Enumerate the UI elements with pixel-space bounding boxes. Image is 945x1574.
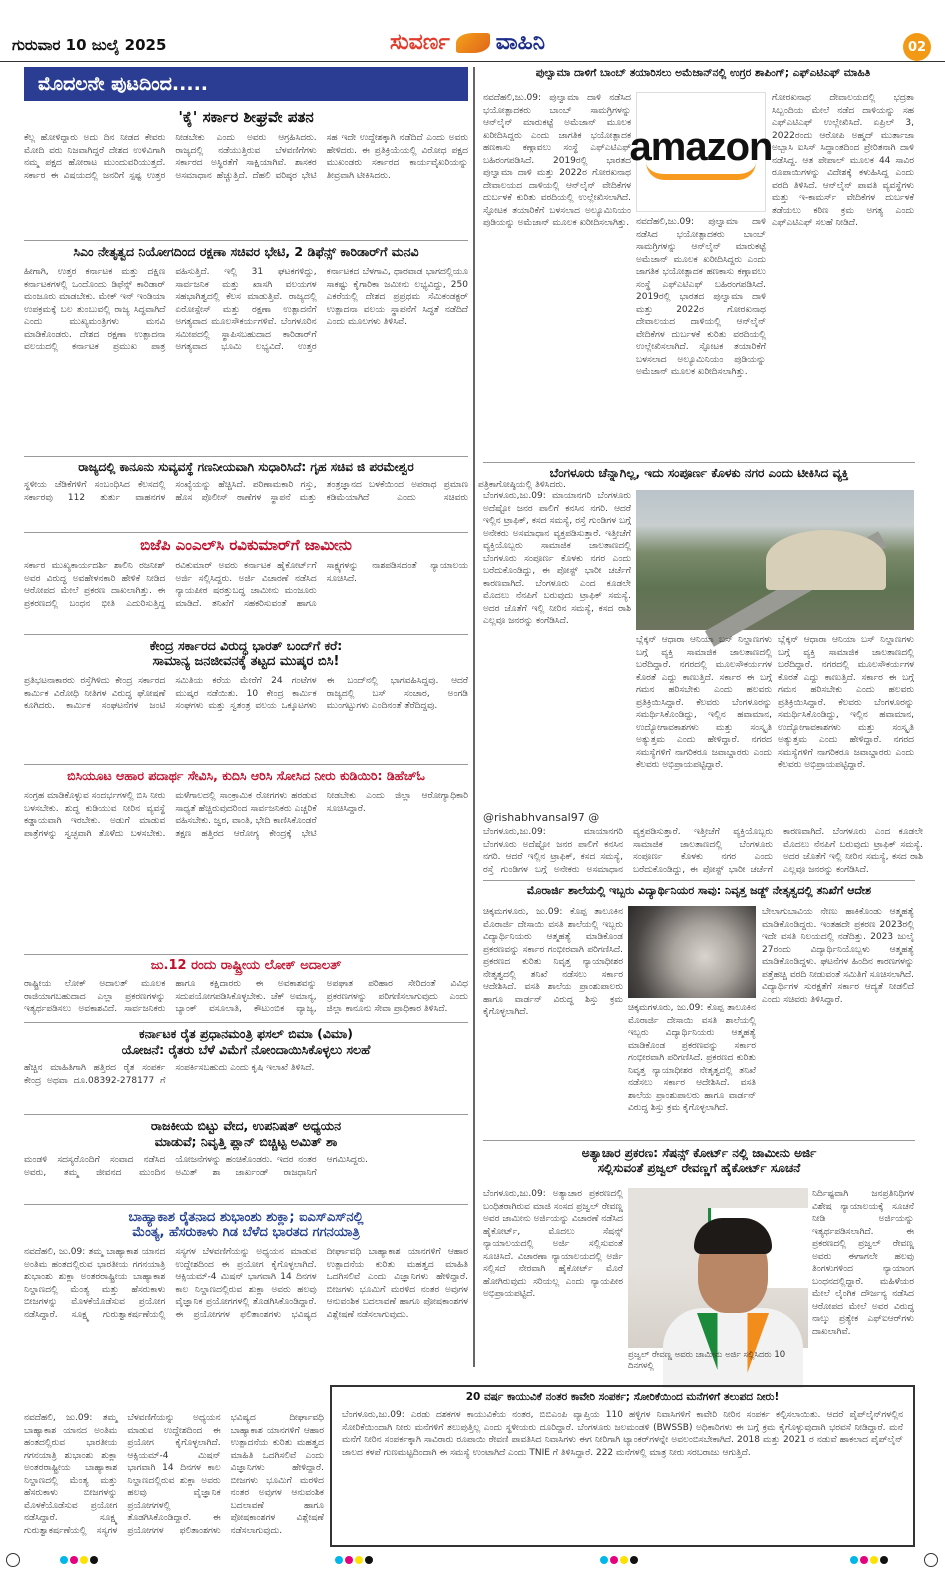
prajwal-body-left: ಬೆಂಗಳೂರು,ಜು.09: ಅತ್ಯಾಚಾರ ಪ್ರಕರಣದಲ್ಲಿ ಬಂಧಿತರಾಗಿರುವ ಮಾಜಿ ಸಂಸದ ಪ್ರಜ್ವಲ್ ರೇವಣ್ಣ ಅವರ ಜಾಮೀನು ಅರ್ಜಿಯನ್ನು ವಿಚಾರಣೆ ನಡೆಸಿದ ಹೈಕೋರ್ಟ್, ಮೊದಲು ಸೆಷನ್ಸ್ ನ್ಯಾಯಾಲಯದಲ್ಲಿ ಅರ್ಜಿ ಸಲ್ಲಿಸುವಂತೆ ಸೂಚಿಸಿದೆ. ವಿಚಾರಣಾ ನ್ಯಾಯಾಲಯದಲ್ಲಿ ಅರ್ಜಿ ಸಲ್ಲಿಸದೆ ನೇರವಾಗಿ ಹೈಕೋರ್ಟ್ ಮೊರೆ ಹೋಗಿರುವುದು ಸರಿಯಲ್ಲ ಎಂದು ನ್ಯಾಯಪೀಠ ಅಭಿಪ್ರಾಯಪಟ್ಟಿದೆ. (483, 1189, 623, 1299)
morarji-body-middle: ಚಿಕ್ಕಮಗಳೂರು, ಜು.09: ಕೊಪ್ಪ ತಾಲೂಕಿನ ಮೊರಾರ್ಜಿ ದೇಸಾಯಿ ವಸತಿ ಶಾಲೆಯಲ್ಲಿ ಇಬ್ಬರು ವಿದ್ಯಾರ್ಥಿನಿಯರು ಆತ್ಮಹತ್ಯೆ ಮಾಡಿಕೊಂಡ ಪ್ರಕರಣವನ್ನು ಸರ್ಕಾರ ಗಂಭೀರವಾಗಿ ಪರಿಗಣಿಸಿದೆ. ಪ್ರಕರಣದ ಕುರಿತು ನಿವೃತ್ತ ನ್ಯಾಯಾಧೀಶರ ನೇತೃತ್ವದಲ್ಲಿ ತನಿಖೆ ನಡೆಸಲು ಸರ್ಕಾರ ಆದೇಶಿಸಿದೆ. ವಸತಿ ಶಾಲೆಯ ಪ್ರಾಂಶುಪಾಲರು ಹಾಗೂ ವಾರ್ಡನ್ ವಿರುದ್ಧ ಶಿಸ್ತು ಕ್ರಮ ಕೈಗೊಳ್ಳಲಾಗಿದೆ. (628, 1003, 756, 1113)
article-headline-line2: ಸಾಮಾನ್ಯ ಜನಜೀವನಕ್ಕೆ ತಟ್ಟದ ಮುಷ್ಕರ ಬಿಸಿ! (152, 654, 340, 669)
article-divider (24, 1022, 468, 1023)
article-amit-shah (24, 1118, 468, 1202)
prajwal-photo (628, 1188, 808, 1348)
article-law-order (24, 460, 566, 530)
article-divider (24, 456, 468, 457)
registration-crosshair-icon (924, 1553, 938, 1567)
color-registration-bar (60, 1556, 98, 1566)
issue-date: ಗುರುವಾರ 10 ಜುಲೈ 2025 (12, 36, 167, 54)
article-cauvery-box (330, 1385, 915, 1547)
logo-part1: ಸುವರ್ಣ (390, 30, 450, 55)
article-headline-line1: ಬಾಹ್ಯಾಕಾಶ ರೈತನಾದ ಶುಭಾಂಶು ಶುಕ್ಲಾ; ಐಎಸ್‌ಎಸ್‌ನಲ್ಲಿ (128, 1210, 364, 1225)
bengaluru-city-photo (636, 490, 914, 630)
bird-logo-icon (456, 33, 490, 53)
color-swatch-icon (80, 1556, 88, 1564)
article-body-continued: ನವದೆಹಲಿ, ಜು.09: ತಮ್ಮ ಬಾಹ್ಯಾಕಾಶ ಯಾನದ ಅಂತಿಮ ಹಂತದಲ್ಲಿರುವ ಭಾರತೀಯ ಗಗನಯಾತ್ರಿ ಶುಭಾಂಶು ಶುಕ್ಲಾ ಅಂತರರಾಷ್ಟ್ರೀಯ ಬಾಹ್ಯಾಕಾಶ ನಿಲ್ದಾಣದಲ್ಲಿ ಮೆಂತ್ಯ ಮತ್ತು ಹೆಸರುಕಾಳು ಬೀಜಗಳನ್ನು ಮೊಳಕೆಯೊಡೆಸುವ ಪ್ರಯೋಗ ನಡೆಸಿದ್ದಾರೆ. ಸೂಕ್ಷ್ಮ ಗುರುತ್ವಾಕರ್ಷಣೆಯಲ್ಲಿ ಸಸ್ಯಗಳ ಬೆಳವಣಿಗೆಯನ್ನು ಅಧ್ಯಯನ ಮಾಡುವ ಉದ್ದೇಶದಿಂದ ಈ ಪ್ರಯೋಗ ಕೈಗೊಳ್ಳಲಾಗಿದೆ. ಆಕ್ಸಿಯಮ್-4 ಮಿಷನ್ ಭಾಗವಾಗಿ 14 ದಿನಗಳ ಕಾಲ ನಿಲ್ದಾಣದಲ್ಲಿರುವ ಶುಕ್ಲಾ ಅವರು ಹಲವು ವೈಜ್ಞಾನಿಕ ಪ್ರಯೋಗಗಳಲ್ಲಿ ತೊಡಗಿಸಿಕೊಂಡಿದ್ದಾರೆ. ಈ ಪ್ರಯೋಗಗಳ ಫಲಿತಾಂಶಗಳು ಭವಿಷ್ಯದ ದೀರ್ಘಾವಧಿ ಬಾಹ್ಯಾಕಾಶ ಯಾನಗಳಿಗೆ ಆಹಾರ ಉತ್ಪಾದನೆಯ ಕುರಿತು ಮಹತ್ವದ ಮಾಹಿತಿ ಒದಗಿಸಲಿವೆ ಎಂದು ವಿಜ್ಞಾನಿಗಳು ಹೇಳಿದ್ದಾರೆ. ಬೀಜಗಳು ಭೂಮಿಗೆ ಮರಳಿದ ನಂತರ ಅವುಗಳ ಆನುವಂಶಿಕ ಬದಲಾವಣೆ ಹಾಗೂ ಪೋಷಕಾಂಶಗಳ ವಿಶ್ಲೇಷಣೆ ನಡೆಸಲಾಗುವುದು. (24, 1413, 324, 1536)
registration-crosshair-icon (6, 1553, 20, 1567)
article-divider (483, 462, 915, 463)
color-swatch-icon (60, 1556, 68, 1564)
amazon-smile-icon (646, 162, 756, 180)
article-body: ಕೆಲ್ಲ ಹೋಳಿದ್ದಾರು ಅದು ದಿನ ನೀಡದ ಕೇವರು ಮೋದಿ ವರು ನಿಜವಾಗಿದ್ದರೆ ದೇಶದ ಉಳಿವಿಗಾಗಿ ನಮ್ಮ ಪಕ್ಷದ ಹೋರಾಟ ಮುಂದುವರಿಯುತ್ತದೆ. ಸರ್ಕಾರ ಈ ವಿಷಯದಲ್ಲಿ ಜನರಿಗೆ ಸ್ಪಷ್ಟ ಉತ್ತರ ನೀಡಬೇಕು ಎಂದು ಅವರು ಆಗ್ರಹಿಸಿದರು. ರಾಜ್ಯದಲ್ಲಿ ನಡೆಯುತ್ತಿರುವ ಬೆಳವಣಿಗೆಗಳು ಸರ್ಕಾರದ ಅಸ್ಥಿರತೆಗೆ ಸಾಕ್ಷಿಯಾಗಿವೆ. ಶಾಸಕರ ಅಸಮಾಧಾನ ಹೆಚ್ಚುತ್ತಿದೆ. ದೆಹಲಿ ವರಿಷ್ಠರ ಭೇಟಿ ಸಹ ಇದೇ ಉದ್ದೇಶಕ್ಕಾಗಿ ನಡೆದಿದೆ ಎಂದು ಅವರು ಹೇಳಿದರು. ಈ ಪ್ರತಿಕ್ರಿಯೆಯಲ್ಲಿ ವಿರೋಧ ಪಕ್ಷದ ಮುಖಂಡರು ಸರ್ಕಾರದ ಕಾರ್ಯವೈಖರಿಯನ್ನು ತೀವ್ರವಾಗಿ ಟೀಕಿಸಿದರು. (24, 133, 468, 181)
article-headline: 'ಕೈ' ಸರ್ಕಾರ ಶೀಘ್ರವೇ ಪತನ (178, 108, 314, 126)
article-headline-line1: ಅತ್ಯಾಚಾರ ಪ್ರಕರಣ: ಸೆಷನ್ಸ್ ಕೋರ್ಟ್ ನಲ್ಲಿ ಜಾಮೀನು ಅರ್ಜಿ (581, 1146, 817, 1160)
color-swatch-icon (630, 1556, 638, 1564)
prajwal-photo-caption: ಪ್ರಜ್ವಲ್ ರೇವಣ್ಣ ಅವರು ಜಾಮೀನು ಅರ್ಜಿ ಸಲ್ಲಿಸಿದರು 10 ದಿನಗಳಲ್ಲಿ (628, 1350, 786, 1371)
article-body: ಪ್ರತಿಭಟನಾಕಾರರು ರಸ್ತೆಗಿಳಿದು ಕೇಂದ್ರ ಸರ್ಕಾರದ ಕಾರ್ಮಿಕ ವಿರೋಧಿ ನೀತಿಗಳ ವಿರುದ್ಧ ಘೋಷಣೆ ಕೂಗಿದರು. ಕಾರ್ಮಿಕ ಸಂಘಟನೆಗಳ ಜಂಟಿ ಸಮಿತಿಯ ಕರೆಯ ಮೇರೆಗೆ 24 ಗಂಟೆಗಳ ಮುಷ್ಕರ ನಡೆಯಿತು. 10 ಕೇಂದ್ರ ಕಾರ್ಮಿಕ ಸಂಘಗಳು ಮತ್ತು ಸ್ವತಂತ್ರ ವಲಯ ಒಕ್ಕೂಟಗಳು ಈ ಬಂದ್‌ನಲ್ಲಿ ಭಾಗವಹಿಸಿದ್ದವು. ಆದರೆ ರಾಜ್ಯದಲ್ಲಿ ಬಸ್ ಸಂಚಾರ, ಅಂಗಡಿ ಮುಂಗಟ್ಟುಗಳು ಎಂದಿನಂತೆ ತೆರೆದಿದ್ದವು. (24, 676, 468, 711)
article-headline: ಜು.12 ರಂದು ರಾಷ್ಟ್ರೀಯ ಲೋಕ್ ಅದಾಲತ್ (150, 958, 342, 973)
article-body: ಹೆಚ್ಚಿನ ಮಾಹಿತಿಗಾಗಿ ಹತ್ತಿರದ ರೈತ ಸಂಪರ್ಕ ಕೇಂದ್ರ ಅಥವಾ ದೂ.08392-278177 ಗೆ ಸಂಪರ್ಕಿಸಬಹುದು ಎಂದು ಕೃಷಿ ಇಲಾಖೆ ತಿಳಿಸಿದೆ. (24, 1063, 315, 1086)
amazon-body-left: ನವದೆಹಲಿ,ಜು.09: ಪುಲ್ವಾಮಾ ದಾಳಿ ನಡೆಸಿದ ಭಯೋತ್ಪಾದಕರು ಬಾಂಬ್ ಸಾಮಗ್ರಿಗಳನ್ನು ಆನ್‌ಲೈನ್ ಮಾರುಕಟ್ಟೆ ಅಮೆಜಾನ್ ಮೂಲಕ ಖರೀದಿಸಿದ್ದರು ಎಂದು ಜಾಗತಿಕ ಭಯೋತ್ಪಾದಕ ಹಣಕಾಸು ಕಣ್ಗಾವಲು ಸಂಸ್ಥೆ ಎಫ್‌ಎಟಿಎಫ್ ಬಹಿರಂಗಪಡಿಸಿದೆ. 2019ರಲ್ಲಿ ಭಾರತದ ಪುಲ್ವಾಮಾ ದಾಳಿ ಮತ್ತು 2022ರ ಗೋರಖನಾಥ ದೇವಾಲಯದ ದಾಳಿಯಲ್ಲಿ ಆನ್‌ಲೈನ್ ವೇದಿಕೆಗಳ ದುರ್ಬಳಕೆ ಕುರಿತು ವರದಿಯಲ್ಲಿ ಉಲ್ಲೇಖಿಸಲಾಗಿದೆ. ಸ್ಫೋಟಕ ತಯಾರಿಕೆಗೆ ಬಳಸಲಾದ ಅಲ್ಯೂಮಿನಿಯಂ ಪುಡಿಯನ್ನು ಅಮೆಜಾನ್ ಮೂಲಕ ಖರೀದಿಸಲಾಗಿತ್ತು. (483, 93, 631, 228)
article-headline: ಪುಲ್ವಾಮಾ ದಾಳಿಗೆ ಬಾಂಬ್ ತಯಾರಿಸಲು ಅಮೆಜಾನ್‌ನಲ್ಲಿ ಉಗ್ರರ ಶಾಪಿಂಗ್; ಎಫ್‌ಎಟಿಎಫ್ ಮಾಹಿತಿ (535, 67, 871, 79)
color-swatch-icon (70, 1556, 78, 1564)
bengaluru-body-bottom: ಬೆಂಗಳೂರು,ಜು.09: ಮಾಯಾನಗರಿ ಬೆಂಗಳೂರು ಅದೆಷ್ಟೋ ಜನರ ಪಾಲಿಗೆ ಕನಸಿನ ನಗರಿ. ಆದರೆ ಇಲ್ಲಿನ ಟ್ರಾಫಿಕ್, ಕಸದ ಸಮಸ್ಯೆ, ರಸ್ತೆ ಗುಂಡಿಗಳ ಬಗ್ಗೆ ಅನೇಕರು ಅಸಮಾಧಾನ ವ್ಯಕ್ತಪಡಿಸುತ್ತಾರೆ. ಇತ್ತೀಚೆಗೆ ವ್ಯಕ್ತಿಯೊಬ್ಬರು ಸಾಮಾಜಿಕ ಜಾಲತಾಣದಲ್ಲಿ ಬೆಂಗಳೂರು ಸಂಪೂರ್ಣ ಕೊಳಕು ನಗರ ಎಂದು ಬರೆದುಕೊಂಡಿದ್ದು, ಈ ಪೋಸ್ಟ್ ಭಾರೀ ಚರ್ಚೆಗೆ ಕಾರಣವಾಗಿದೆ. ಬೆಂಗಳೂರು ಎಂದ ಕೂಡಲೇ ಮೊದಲು ನೆನಪಿಗೆ ಬರುವುದು ಟ್ರಾಫಿಕ್ ಸಮಸ್ಯೆ. ಅದರ ಜೊತೆಗೆ ಇಲ್ಲಿ ನೀರಿನ ಸಮಸ್ಯೆ, ಕಸದ ರಾಶಿ ಎಲ್ಲವೂ ಜನರನ್ನು ಕಂಗೆಡಿಸಿದೆ. (483, 827, 923, 875)
color-swatch-icon (620, 1556, 628, 1564)
article-lok-adalat (24, 958, 468, 1020)
article-headline: ಬಿಜೆಪಿ ಎಂಎಲ್‌ಸಿ ರವಿಕುಮಾರ್‌ಗೆ ಜಾಮೀನು (140, 536, 352, 554)
article-amazon-headline-wrap (483, 67, 923, 89)
article-divider (24, 634, 468, 635)
article-crop-insurance (24, 1026, 468, 1112)
color-swatch-icon (355, 1556, 363, 1564)
color-swatch-icon (345, 1556, 353, 1564)
article-bharat-bandh (24, 638, 468, 762)
column-divider (473, 67, 475, 1367)
vidhana-soudha-shape (766, 530, 886, 590)
amazon-logo-text: amazon (629, 124, 773, 169)
article-defence-corridor (24, 244, 468, 454)
color-registration-bar (335, 1556, 373, 1566)
article-headline-line2: ಮಾಡುವೆ; ನಿವೃತ್ತಿ ಪ್ಲಾನ್ ಬಿಚ್ಚಿಟ್ಟ ಅಮಿತ್ ಶಾ (154, 1134, 338, 1149)
article-headline: 20 ವರ್ಷ ಕಾಯುವಿಕೆ ನಂತರ ಕಾವೇರಿ ಸಂಪರ್ಕ; ಸೋರಿಕೆಯಿಂದ ಮನೆಗಳಿಗೆ ತಲುಪದ ನೀರು! (465, 1391, 780, 1403)
article-cm-govt (24, 108, 468, 238)
amazon-body-right: ಗೋರಖನಾಥ ದೇವಾಲಯದಲ್ಲಿ ಭದ್ರತಾ ಸಿಬ್ಬಂದಿಯ ಮೇಲೆ ನಡೆದ ದಾಳಿಯನ್ನು ಸಹ ಎಫ್‌ಎಟಿಎಫ್ ಉಲ್ಲೇಖಿಸಿದೆ. ಏಪ್ರಿಲ್ 3, 2022ರಂದು ಆರೋಪಿ ಅಹ್ಮದ್ ಮುರ್ತಾಜಾ ಅಬ್ಬಾಸಿ ಐಸಿಸ್ ಸಿದ್ಧಾಂತದಿಂದ ಪ್ರೇರಿತನಾಗಿ ದಾಳಿ ನಡೆಸಿದ್ದ. ಆತ ಪೇಪಾಲ್ ಮೂಲಕ 44 ಸಾವಿರ ರೂಪಾಯಿಗಳನ್ನು ವಿದೇಶಕ್ಕೆ ಕಳುಹಿಸಿದ್ದ ಎಂದು ವರದಿ ತಿಳಿಸಿದೆ. ಆನ್‌ಲೈನ್ ಪಾವತಿ ವ್ಯವಸ್ಥೆಗಳು ಮತ್ತು ಇ-ಕಾಮರ್ಸ್ ವೇದಿಕೆಗಳ ದುರ್ಬಳಕೆ ತಡೆಯಲು ಕಠಿಣ ಕ್ರಮ ಅಗತ್ಯ ಎಂದು ಎಫ್‌ಎಟಿಎಫ್ ಸಲಹೆ ನೀಡಿದೆ. (772, 93, 914, 228)
morarji-body-right: ಬೇಲಾಗುಬಾವಿಯ ನೇಣು ಹಾಕಿಕೊಂಡು ಆತ್ಮಹತ್ಯೆ ಮಾಡಿಕೊಂಡಿದ್ದರು. ಇಂತಹದೇ ಪ್ರಕರಣ 2023ರಲ್ಲಿ ಇದೇ ವಸತಿ ನಿಲಯದಲ್ಲಿ ನಡೆದಿತ್ತು. 2023 ಜುಲೈ 27ರಂದು ವಿದ್ಯಾರ್ಥಿನಿಯೊಬ್ಬಳು ಆತ್ಮಹತ್ಯೆ ಮಾಡಿಕೊಂಡಿದ್ದಳು. ಘಟನೆಗಳ ಹಿಂದಿನ ಕಾರಣಗಳನ್ನು ಪತ್ತೆಹಚ್ಚಿ ವರದಿ ನೀಡುವಂತೆ ಸಮಿತಿಗೆ ಸೂಚಿಸಲಾಗಿದೆ. ವಿದ್ಯಾರ್ಥಿಗಳ ಸುರಕ್ಷತೆಗೆ ಸರ್ಕಾರ ಆದ್ಯತೆ ನೀಡಲಿದೆ ಎಂದು ಸಚಿವರು ತಿಳಿಸಿದ್ದಾರೆ. (762, 907, 914, 1005)
article-body: ಮಂಡಳಿ ಸದಸ್ಯರೊಂದಿಗೆ ಸಂವಾದ ನಡೆಸಿದ ಅವರು, ತಮ್ಮ ಜೀವನದ ಮುಂದಿನ ಯೋಜನೆಗಳನ್ನು ಹಂಚಿಕೊಂಡರು. ಇದರ ನಂತರ ಅಮಿತ್ ಶಾ ಜಾರ್ಖಂಡ್ ರಾಜಧಾನಿಗೆ ಆಗಮಿಸಿದ್ದರು. (24, 1155, 368, 1178)
article-body: ಹೀಗಾಗಿ, ಉತ್ತರ ಕರ್ನಾಟಕ ಮತ್ತು ದಕ್ಷಿಣ ಕರ್ನಾಟಕಗಳಲ್ಲಿ ಒಂದೊಂದು ಡಿಫೆನ್ಸ್ ಕಾರಿಡಾರ್ ಮಂಜೂರು ಮಾಡಬೇಕು. ಮೇಕ್ ಇನ್ ಇಂಡಿಯಾ ಉಪಕ್ರಮಕ್ಕೆ ಬಲ ತುಂಬುವಲ್ಲಿ ರಾಜ್ಯ ಸಿದ್ಧವಾಗಿದೆ ಎಂದು ಮುಖ್ಯಮಂತ್ರಿಗಳು ಮನವಿ ಮಾಡಿಕೊಂಡರು. ದೇಶದ ರಕ್ಷಣಾ ಉತ್ಪಾದನಾ ವಲಯದಲ್ಲಿ ಕರ್ನಾಟಕ ಪ್ರಮುಖ ಪಾತ್ರ ವಹಿಸುತ್ತಿದೆ. ಇಲ್ಲಿ 31 ಘಟಕಗಳಿದ್ದು, ಸಾರ್ವಜನಿಕ ಮತ್ತು ಖಾಸಗಿ ವಲಯಗಳ ಸಹಭಾಗಿತ್ವದಲ್ಲಿ ಕೆಲಸ ಮಾಡುತ್ತಿವೆ. ರಾಜ್ಯದಲ್ಲಿ ಏರೋಸ್ಪೇಸ್ ಮತ್ತು ರಕ್ಷಣಾ ಉತ್ಪಾದನೆಗೆ ಅಗತ್ಯವಾದ ಮೂಲಸೌಕರ್ಯಗಳಿವೆ. ಬೆಂಗಳೂರಿನ ಸಮೀಪದಲ್ಲಿ ಸ್ಥಾಪಿಸಬಹುದಾದ ಕಾರಿಡಾರ್‌ಗೆ ಅಗತ್ಯವಾದ ಭೂಮಿ ಲಭ್ಯವಿದೆ. ಉತ್ತರ ಕರ್ನಾಟಕದ ಬೆಳಗಾವಿ, ಧಾರವಾಡ ಭಾಗದಲ್ಲಿಯೂ ಸಾಕಷ್ಟು ಕೈಗಾರಿಕಾ ಜಮೀನು ಲಭ್ಯವಿದ್ದು, 250 ಎಕರೆಯಲ್ಲಿ ದೇಶದ ಪ್ರಪ್ರಥಮ ಸೆಮಿಕಂಡಕ್ಟರ್ ಉತ್ಪಾದನಾ ವಲಯ ಸ್ಥಾಪನೆಗೆ ಸಿದ್ಧತೆ ನಡೆದಿದೆ ಎಂದು ಮೂಲಗಳು ತಿಳಿಸಿವೆ. (24, 267, 468, 352)
article-headline-line2: ಮೆಂತ್ಯ, ಹೆಸರುಕಾಳು ಗಿಡ ಬೆಳೆದ ಭಾರತದ ಗಗನಯಾತ್ರಿ (132, 1225, 360, 1240)
color-swatch-icon (870, 1556, 878, 1564)
article-divider (24, 1204, 468, 1205)
color-swatch-icon (880, 1556, 888, 1564)
page-number-badge: 02 (903, 33, 931, 61)
article-headline: ರಾಜ್ಯದಲ್ಲಿ ಕಾನೂನು ಸುವ್ಯವಸ್ಥೆ ಗಣನೀಯವಾಗಿ ಸುಧಾರಿಸಿದೆ: ಗೃಹ ಸಚಿವ ಜಿ ಪರಮೇಶ್ವರ (78, 460, 414, 474)
article-divider (24, 1114, 468, 1115)
section-banner: ಮೊದಲನೇ ಪುಟದಿಂದ..... (24, 67, 468, 101)
article-headline-line2: ಸಲ್ಲಿಸುವಂತೆ ಪ್ರಜ್ವಲ್ ರೇವಣ್ಣಗೆ ಹೈಕೋರ್ಟ್ ಸೂಚನೆ (597, 1161, 801, 1175)
color-swatch-icon (610, 1556, 618, 1564)
article-divider (24, 954, 468, 955)
article-morarji-headline-wrap (483, 884, 915, 902)
newspaper-logo (390, 30, 545, 55)
article-divider (24, 240, 468, 241)
bengaluru-body-middle: ಬ್ಲೆಕ್ಕನ್ ಆಧಾರಾ ಆನಿಯಾ ಬಸ್ ನಿಲ್ದಾಣಗಳು ಬಗ್ಗೆ ವ್ಯಕ್ತಿ ಸಾಮಾಜಿಕ ಜಾಲತಾಣದಲ್ಲಿ ಬರೆದಿದ್ದಾರೆ. ನಗರದಲ್ಲಿ ಮೂಲಸೌಕರ್ಯಗಳ ಕೊರತೆ ಎದ್ದು ಕಾಣುತ್ತಿದೆ. ಸರ್ಕಾರ ಈ ಬಗ್ಗೆ ಗಮನ ಹರಿಸಬೇಕು ಎಂದು ಹಲವರು ಪ್ರತಿಕ್ರಿಯಿಸಿದ್ದಾರೆ. ಕೆಲವರು ಬೆಂಗಳೂರನ್ನು ಸಮರ್ಥಿಸಿಕೊಂಡಿದ್ದು, ಇಲ್ಲಿನ ಹವಾಮಾನ, ಉದ್ಯೋಗಾವಕಾಶಗಳು ಮತ್ತು ಸಂಸ್ಕೃತಿ ಅತ್ಯುತ್ತಮ ಎಂದು ಹೇಳಿದ್ದಾರೆ. ನಗರದ ಸಮಸ್ಯೆಗಳಿಗೆ ನಾಗರಿಕರೂ ಜವಾಬ್ದಾರರು ಎಂದು ಕೆಲವರು ಅಭಿಪ್ರಾಯಪಟ್ಟಿದ್ದಾರೆ. (636, 635, 772, 770)
bengaluru-social-handle: @rishabhvansal97 @ (483, 811, 600, 824)
morarji-hand-photo (628, 906, 756, 998)
color-swatch-icon (335, 1556, 343, 1564)
article-prajwal-headline-wrap (483, 1146, 915, 1182)
amazon-logo-image (629, 92, 773, 212)
article-headline: ಬೆಂಗಳೂರು ಚೆನ್ನಾಗಿಲ್ಲ, ಇದು ಸಂಪೂರ್ಣ ಕೊಳಕು ನಗರ ಎಂದು ಟೀಕಿಸಿದ ವ್ಯಕ್ತಿ (549, 466, 849, 480)
color-registration-bar (600, 1556, 638, 1566)
bengaluru-body-right: ಬ್ಲೆಕ್ಕನ್ ಆಧಾರಾ ಆನಿಯಾ ಬಸ್ ನಿಲ್ದಾಣಗಳು ಬಗ್ಗೆ ವ್ಯಕ್ತಿ ಸಾಮಾಜಿಕ ಜಾಲತಾಣದಲ್ಲಿ ಬರೆದಿದ್ದಾರೆ. ನಗರದಲ್ಲಿ ಮೂಲಸೌಕರ್ಯಗಳ ಕೊರತೆ ಎದ್ದು ಕಾಣುತ್ತಿದೆ. ಸರ್ಕಾರ ಈ ಬಗ್ಗೆ ಗಮನ ಹರಿಸಬೇಕು ಎಂದು ಹಲವರು ಪ್ರತಿಕ್ರಿಯಿಸಿದ್ದಾರೆ. ಕೆಲವರು ಬೆಂಗಳೂರನ್ನು ಸಮರ್ಥಿಸಿಕೊಂಡಿದ್ದು, ಇಲ್ಲಿನ ಹವಾಮಾನ, ಉದ್ಯೋಗಾವಕಾಶಗಳು ಮತ್ತು ಸಂಸ್ಕೃತಿ ಅತ್ಯುತ್ತಮ ಎಂದು ಹೇಳಿದ್ದಾರೆ. ನಗರದ ಸಮಸ್ಯೆಗಳಿಗೆ ನಾಗರಿಕರೂ ಜವಾಬ್ದಾರರು ಎಂದು ಕೆಲವರು ಅಭಿಪ್ರಾಯಪಟ್ಟಿದ್ದಾರೆ. (778, 635, 914, 770)
article-headline-line1: ಕೇಂದ್ರ ಸರ್ಕಾರದ ವಿರುದ್ಧ ಭಾರತ್ ಬಂದ್‌ಗೆ ಕರೆ: (149, 638, 343, 653)
article-body: ಸಂಗ್ರಹ ಮಾಡಿಕೊಳ್ಳುವ ಸಂದರ್ಭಗಳಲ್ಲಿ ಬಿಸಿ ನೀರು ಬಳಸಬೇಕು. ಶುದ್ಧ ಕುಡಿಯುವ ನೀರಿನ ವ್ಯವಸ್ಥೆ ಕಡ್ಡಾಯವಾಗಿ ಇರಬೇಕು. ಅಡುಗೆ ಮಾಡುವ ಪಾತ್ರೆಗಳನ್ನು ಸ್ವಚ್ಛವಾಗಿ ತೊಳೆದು ಬಳಸಬೇಕು. ಮಳೆಗಾಲದಲ್ಲಿ ಸಾಂಕ್ರಾಮಿಕ ರೋಗಗಳು ಹರಡುವ ಸಾಧ್ಯತೆ ಹೆಚ್ಚಿರುವುದರಿಂದ ಸಾರ್ವಜನಿಕರು ಎಚ್ಚರಿಕೆ ವಹಿಸಬೇಕು. ಜ್ವರ, ವಾಂತಿ, ಭೇದಿ ಕಾಣಿಸಿಕೊಂಡರೆ ತಕ್ಷಣ ಹತ್ತಿರದ ಆರೋಗ್ಯ ಕೇಂದ್ರಕ್ಕೆ ಭೇಟಿ ನೀಡಬೇಕು ಎಂದು ಜಿಲ್ಲಾ ಆರೋಗ್ಯಾಧಿಕಾರಿ ಸೂಚಿಸಿದ್ದಾರೆ. (24, 791, 468, 839)
article-body: ಸ್ಥಳೀಯ ಚೆಡಿಕೆಗಳಿಗೆ ಸಂಬಂಧಿಸಿದ ಕೆಲಸದಲ್ಲಿ ಸರ್ಕಾರವು 112 ತುರ್ತು ವಾಹನಗಳ ಸಂಖ್ಯೆಯನ್ನು ಹೆಚ್ಚಿಸಿದೆ. ಪರಿಣಾಮಕಾರಿ ಗಸ್ತು, ಹೊಸ ಪೊಲೀಸ್ ಠಾಣೆಗಳ ಸ್ಥಾಪನೆ ಮತ್ತು ತಂತ್ರಜ್ಞಾನದ ಬಳಕೆಯಿಂದ ಅಪರಾಧ ಪ್ರಮಾಣ ಕಡಿಮೆಯಾಗಿದೆ ಎಂದು ಸಚಿವರು ಪತ್ರಿಕಾಗೋಷ್ಠಿಯಲ್ಲಿ ತಿಳಿಸಿದರು. (24, 480, 566, 503)
color-swatch-icon (850, 1556, 858, 1564)
article-space-farming (24, 1210, 468, 1550)
logo-part2: ವಾಹಿನಿ (495, 30, 546, 55)
article-headline: ಸಿಎಂ ನೇತೃತ್ವದ ನಿಯೋಗದಿಂದ ರಕ್ಷಣಾ ಸಚಿವರ ಭೇಟಿ, 2 ಡಿಫೆನ್ಸ್ ಕಾರಿಡಾರ್‌ಗೆ ಮನವಿ (73, 244, 419, 259)
article-health-advisory (24, 768, 468, 952)
article-bail-mlc (24, 536, 468, 632)
color-swatch-icon (860, 1556, 868, 1564)
morarji-body-left: ಚಿಕ್ಕಮಗಳೂರು, ಜು.09: ಕೊಪ್ಪ ತಾಲೂಕಿನ ಮೊರಾರ್ಜಿ ದೇಸಾಯಿ ವಸತಿ ಶಾಲೆಯಲ್ಲಿ ಇಬ್ಬರು ವಿದ್ಯಾರ್ಥಿನಿಯರು ಆತ್ಮಹತ್ಯೆ ಮಾಡಿಕೊಂಡ ಪ್ರಕರಣವನ್ನು ಸರ್ಕಾರ ಗಂಭೀರವಾಗಿ ಪರಿಗಣಿಸಿದೆ. ಪ್ರಕರಣದ ಕುರಿತು ನಿವೃತ್ತ ನ್ಯಾಯಾಧೀಶರ ನೇತೃತ್ವದಲ್ಲಿ ತನಿಖೆ ನಡೆಸಲು ಸರ್ಕಾರ ಆದೇಶಿಸಿದೆ. ವಸತಿ ಶಾಲೆಯ ಪ್ರಾಂಶುಪಾಲರು ಹಾಗೂ ವಾರ್ಡನ್ ವಿರುದ್ಧ ಶಿಸ್ತು ಕ್ರಮ ಕೈಗೊಳ್ಳಲಾಗಿದೆ. (483, 907, 623, 1017)
article-divider (483, 880, 915, 881)
article-headline: ಮೊರಾರ್ಜಿ ಶಾಲೆಯಲ್ಲಿ ಇಬ್ಬರು ವಿದ್ಯಾರ್ಥಿನಿಯರ ಸಾವು: ನಿವೃತ್ತ ಜಡ್ಜ್ ನೇತೃತ್ವದಲ್ಲಿ ತನಿಖೆಗೆ ಆದೇಶ (526, 884, 872, 897)
article-divider (483, 1140, 915, 1141)
article-headline: ಬಿಸಿಯೂಟ ಆಹಾರ ಪದಾರ್ಥ ಸೇವಿಸಿ, ಕುದಿಸಿ ಆರಿಸಿ ಸೋಸಿದ ನೀರು ಕುಡಿಯಿರಿ: ಡಿಹೆಚ್‌ಓ (67, 768, 425, 783)
color-swatch-icon (90, 1556, 98, 1564)
color-swatch-icon (600, 1556, 608, 1564)
article-body: ನವದೆಹಲಿ, ಜು.09: ತಮ್ಮ ಬಾಹ್ಯಾಕಾಶ ಯಾನದ ಅಂತಿಮ ಹಂತದಲ್ಲಿರುವ ಭಾರತೀಯ ಗಗನಯಾತ್ರಿ ಶುಭಾಂಶು ಶುಕ್ಲಾ ಅಂತರರಾಷ್ಟ್ರೀಯ ಬಾಹ್ಯಾಕಾಶ ನಿಲ್ದಾಣದಲ್ಲಿ ಮೆಂತ್ಯ ಮತ್ತು ಹೆಸರುಕಾಳು ಬೀಜಗಳನ್ನು ಮೊಳಕೆಯೊಡೆಸುವ ಪ್ರಯೋಗ ನಡೆಸಿದ್ದಾರೆ. ಸೂಕ್ಷ್ಮ ಗುರುತ್ವಾಕರ್ಷಣೆಯಲ್ಲಿ ಸಸ್ಯಗಳ ಬೆಳವಣಿಗೆಯನ್ನು ಅಧ್ಯಯನ ಮಾಡುವ ಉದ್ದೇಶದಿಂದ ಈ ಪ್ರಯೋಗ ಕೈಗೊಳ್ಳಲಾಗಿದೆ. ಆಕ್ಸಿಯಮ್-4 ಮಿಷನ್ ಭಾಗವಾಗಿ 14 ದಿನಗಳ ಕಾಲ ನಿಲ್ದಾಣದಲ್ಲಿರುವ ಶುಕ್ಲಾ ಅವರು ಹಲವು ವೈಜ್ಞಾನಿಕ ಪ್ರಯೋಗಗಳಲ್ಲಿ ತೊಡಗಿಸಿಕೊಂಡಿದ್ದಾರೆ. ಈ ಪ್ರಯೋಗಗಳ ಫಲಿತಾಂಶಗಳು ಭವಿಷ್ಯದ ದೀರ್ಘಾವಧಿ ಬಾಹ್ಯಾಕಾಶ ಯಾನಗಳಿಗೆ ಆಹಾರ ಉತ್ಪಾದನೆಯ ಕುರಿತು ಮಹತ್ವದ ಮಾಹಿತಿ ಒದಗಿಸಲಿವೆ ಎಂದು ವಿಜ್ಞಾನಿಗಳು ಹೇಳಿದ್ದಾರೆ. ಬೀಜಗಳು ಭೂಮಿಗೆ ಮರಳಿದ ನಂತರ ಅವುಗಳ ಆನುವಂಶಿಕ ಬದಲಾವಣೆ ಹಾಗೂ ಪೋಷಕಾಂಶಗಳ ವಿಶ್ಲೇಷಣೆ ನಡೆಸಲಾಗುವುದು. (24, 1247, 468, 1320)
masthead (0, 0, 945, 62)
color-swatch-icon (365, 1556, 373, 1564)
article-headline-line2: ಯೋಜನೆ: ರೈತರು ಬೆಳೆ ವಿಮೆಗೆ ನೋಂದಾಯಿಸಿಕೊಳ್ಳಲು ಸಲಹೆ (121, 1042, 371, 1057)
color-registration-bar (850, 1556, 888, 1566)
article-divider (24, 764, 468, 765)
article-body: ಬೆಂಗಳೂರು,ಜು.09: ಎರಡು ದಶಕಗಳ ಕಾಯುವಿಕೆಯ ನಂತರ, ಬಿಬಿಎಂಪಿ ವ್ಯಾಪ್ತಿಯ 110 ಹಳ್ಳಿಗಳ ನಿವಾಸಿಗಳಿಗೆ ಕಾವೇರಿ ನೀರಿನ ಸಂಪರ್ಕ ಕಲ್ಪಿಸಲಾಯಿತು. ಆದರೆ ಪೈಪ್‌ಲೈನ್‌ಗಳಲ್ಲಿನ ಸೋರಿಕೆಯಿಂದಾಗಿ ನೀರು ಮನೆಗಳಿಗೆ ತಲುಪುತ್ತಿಲ್ಲ ಎಂದು ಸ್ಥಳೀಯರು ದೂರಿದ್ದಾರೆ. ಬೆಂಗಳೂರು ಜಲಮಂಡಳಿ (BWSSB) ಅಧಿಕಾರಿಗಳು ಈ ಬಗ್ಗೆ ಕ್ರಮ ಕೈಗೊಳ್ಳುವುದಾಗಿ ಭರವಸೆ ನೀಡಿದ್ದಾರೆ. ಮನೆ ಮನೆಗೆ ನೀರಿನ ಸಂಪರ್ಕಕ್ಕಾಗಿ ಸಾವಿರಾರು ರೂಪಾಯಿ ಠೇವಣಿ ಪಾವತಿಸಿದ ನಿವಾಸಿಗಳು ಈಗ ನೀರಿಗಾಗಿ ಟ್ಯಾಂಕರ್‌ಗಳನ್ನೇ ಅವಲಂಬಿಸಬೇಕಾಗಿದೆ. 2018 ಮತ್ತು 2021 ರ ನಡುವೆ ಹಾಕಲಾದ ಪೈಪ್‌ಲೈನ್ ಜಾಲದ ಕಳಪೆ ಗುಣಮಟ್ಟದಿಂದಾಗಿ ಈ ಸಮಸ್ಯೆ ಉಂಟಾಗಿದೆ ಎಂದು TNIE ಗೆ ತಿಳಿಸಿದ್ದಾರೆ. 222 ಮನೆಗಳಲ್ಲಿ ಮಾತ್ರ ನೀರು ಸರಬರಾಜು ಆಗುತ್ತಿದೆ. (342, 1410, 903, 1458)
article-body: ರಾಷ್ಟ್ರೀಯ ಲೋಕ್ ಅದಾಲತ್ ಮೂಲಕ ರಾಜಿಯಾಗಬಹುದಾದ ಎಲ್ಲಾ ಪ್ರಕರಣಗಳನ್ನು ಇತ್ಯರ್ಥಪಡಿಸಲು ಅವಕಾಶವಿದೆ. ಸಾರ್ವಜನಿಕರು ಹಾಗೂ ಕಕ್ಷಿದಾರರು ಈ ಅವಕಾಶವನ್ನು ಸದುಪಯೋಗಪಡಿಸಿಕೊಳ್ಳಬೇಕು. ಚೆಕ್ ಅಮಾನ್ಯ, ಬ್ಯಾಂಕ್ ವಸೂಲಾತಿ, ಕೌಟುಂಬಿಕ ವ್ಯಾಜ್ಯ, ಅಪಘಾತ ಪರಿಹಾರ ಸೇರಿದಂತೆ ವಿವಿಧ ಪ್ರಕರಣಗಳನ್ನು ಪರಿಗಣಿಸಲಾಗುವುದು ಎಂದು ಜಿಲ್ಲಾ ಕಾನೂನು ಸೇವಾ ಪ್ರಾಧಿಕಾರ ತಿಳಿಸಿದೆ. (24, 979, 468, 1014)
article-headline-line1: ರಾಜಕೀಯ ಬಿಟ್ಟು ವೇದ, ಉಪನಿಷತ್ ಅಧ್ಯಯನ (150, 1118, 342, 1133)
article-divider (24, 532, 468, 533)
prajwal-body-right: ನಿರ್ದಿಷ್ಟವಾಗಿ ಜನಪ್ರತಿನಿಧಿಗಳ ವಿಶೇಷ ನ್ಯಾಯಾಲಯಕ್ಕೆ ಸೂಚನೆ ನೀಡಿ ಅರ್ಜಿಯನ್ನು ಇತ್ಯರ್ಥಪಡಿಸಲಾಗಿದೆ. ಈ ಪ್ರಕರಣದಲ್ಲಿ ಪ್ರಜ್ವಲ್ ರೇವಣ್ಣ ಅವರು ಈಗಾಗಲೇ ಹಲವು ತಿಂಗಳುಗಳಿಂದ ನ್ಯಾಯಾಂಗ ಬಂಧನದಲ್ಲಿದ್ದಾರೆ. ಮಹಿಳೆಯರ ಮೇಲೆ ಲೈಂಗಿಕ ದೌರ್ಜನ್ಯ ನಡೆಸಿದ ಆರೋಪದ ಮೇಲೆ ಅವರ ವಿರುದ್ಧ ನಾಲ್ಕು ಪ್ರತ್ಯೇಕ ಎಫ್‌ಐಆರ್‌ಗಳು ದಾಖಲಾಗಿವೆ. (812, 1189, 914, 1337)
amazon-body-middle: ನವದೆಹಲಿ,ಜು.09: ಪುಲ್ವಾಮಾ ದಾಳಿ ನಡೆಸಿದ ಭಯೋತ್ಪಾದಕರು ಬಾಂಬ್ ಸಾಮಗ್ರಿಗಳನ್ನು ಆನ್‌ಲೈನ್ ಮಾರುಕಟ್ಟೆ ಅಮೆಜಾನ್ ಮೂಲಕ ಖರೀದಿಸಿದ್ದರು ಎಂದು ಜಾಗತಿಕ ಭಯೋತ್ಪಾದಕ ಹಣಕಾಸು ಕಣ್ಗಾವಲು ಸಂಸ್ಥೆ ಎಫ್‌ಎಟಿಎಫ್ ಬಹಿರಂಗಪಡಿಸಿದೆ. 2019ರಲ್ಲಿ ಭಾರತದ ಪುಲ್ವಾಮಾ ದಾಳಿ ಮತ್ತು 2022ರ ಗೋರಖನಾಥ ದೇವಾಲಯದ ದಾಳಿಯಲ್ಲಿ ಆನ್‌ಲೈನ್ ವೇದಿಕೆಗಳ ದುರ್ಬಳಕೆ ಕುರಿತು ವರದಿಯಲ್ಲಿ ಉಲ್ಲೇಖಿಸಲಾಗಿದೆ. ಸ್ಫೋಟಕ ತಯಾರಿಕೆಗೆ ಬಳಸಲಾದ ಅಲ್ಯೂಮಿನಿಯಂ ಪುಡಿಯನ್ನು ಅಮೆಜಾನ್ ಮೂಲಕ ಖರೀದಿಸಲಾಗಿತ್ತು. (636, 217, 766, 377)
person-hair-shape (694, 1218, 772, 1254)
article-bengaluru-headline-wrap (483, 466, 915, 484)
article-body: ಸರ್ಕಾರ ಮುಖ್ಯಕಾರ್ಯದರ್ಶಿ ಶಾಲಿನಿ ರಜನೀಶ್ ಅವರ ವಿರುದ್ಧ ಅವಹೇಳನಕಾರಿ ಹೇಳಿಕೆ ನೀಡಿದ ಆರೋಪದ ಮೇಲೆ ಪ್ರಕರಣ ದಾಖಲಾಗಿತ್ತು. ಈ ಪ್ರಕರಣದಲ್ಲಿ ಬಂಧನ ಭೀತಿ ಎದುರಿಸುತ್ತಿದ್ದ ರವಿಕುಮಾರ್ ಅವರು ಕರ್ನಾಟಕ ಹೈಕೋರ್ಟ್‌ಗೆ ಅರ್ಜಿ ಸಲ್ಲಿಸಿದ್ದರು. ಅರ್ಜಿ ವಿಚಾರಣೆ ನಡೆಸಿದ ನ್ಯಾಯಪೀಠ ಷರತ್ತುಬದ್ಧ ಜಾಮೀನು ಮಂಜೂರು ಮಾಡಿದೆ. ತನಿಖೆಗೆ ಸಹಕರಿಸುವಂತೆ ಹಾಗೂ ಸಾಕ್ಷ್ಯಗಳನ್ನು ನಾಶಪಡಿಸದಂತೆ ನ್ಯಾಯಾಲಯ ಸೂಚಿಸಿದೆ. (24, 561, 468, 609)
article-headline-line1: ಕರ್ನಾಟಕ ರೈತ ಪ್ರಧಾನಮಂತ್ರಿ ಫಸಲ್ ಬಿಮಾ (ವಿಮಾ) (139, 1026, 353, 1041)
bengaluru-body-left: ಬೆಂಗಳೂರು,ಜು.09: ಮಾಯಾನಗರಿ ಬೆಂಗಳೂರು ಅದೆಷ್ಟೋ ಜನರ ಪಾಲಿಗೆ ಕನಸಿನ ನಗರಿ. ಆದರೆ ಇಲ್ಲಿನ ಟ್ರಾಫಿಕ್, ಕಸದ ಸಮಸ್ಯೆ, ರಸ್ತೆ ಗುಂಡಿಗಳ ಬಗ್ಗೆ ಅನೇಕರು ಅಸಮಾಧಾನ ವ್ಯಕ್ತಪಡಿಸುತ್ತಾರೆ. ಇತ್ತೀಚೆಗೆ ವ್ಯಕ್ತಿಯೊಬ್ಬರು ಸಾಮಾಜಿಕ ಜಾಲತಾಣದಲ್ಲಿ ಬೆಂಗಳೂರು ಸಂಪೂರ್ಣ ಕೊಳಕು ನಗರ ಎಂದು ಬರೆದುಕೊಂಡಿದ್ದು, ಈ ಪೋಸ್ಟ್ ಭಾರೀ ಚರ್ಚೆಗೆ ಕಾರಣವಾಗಿದೆ. ಬೆಂಗಳೂರು ಎಂದ ಕೂಡಲೇ ಮೊದಲು ನೆನಪಿಗೆ ಬರುವುದು ಟ್ರಾಫಿಕ್ ಸಮಸ್ಯೆ. ಅದರ ಜೊತೆಗೆ ಇಲ್ಲಿ ನೀರಿನ ಸಮಸ್ಯೆ, ಕಸದ ರಾಶಿ ಎಲ್ಲವೂ ಜನರನ್ನು ಕಂಗೆಡಿಸಿದೆ. (483, 491, 631, 626)
